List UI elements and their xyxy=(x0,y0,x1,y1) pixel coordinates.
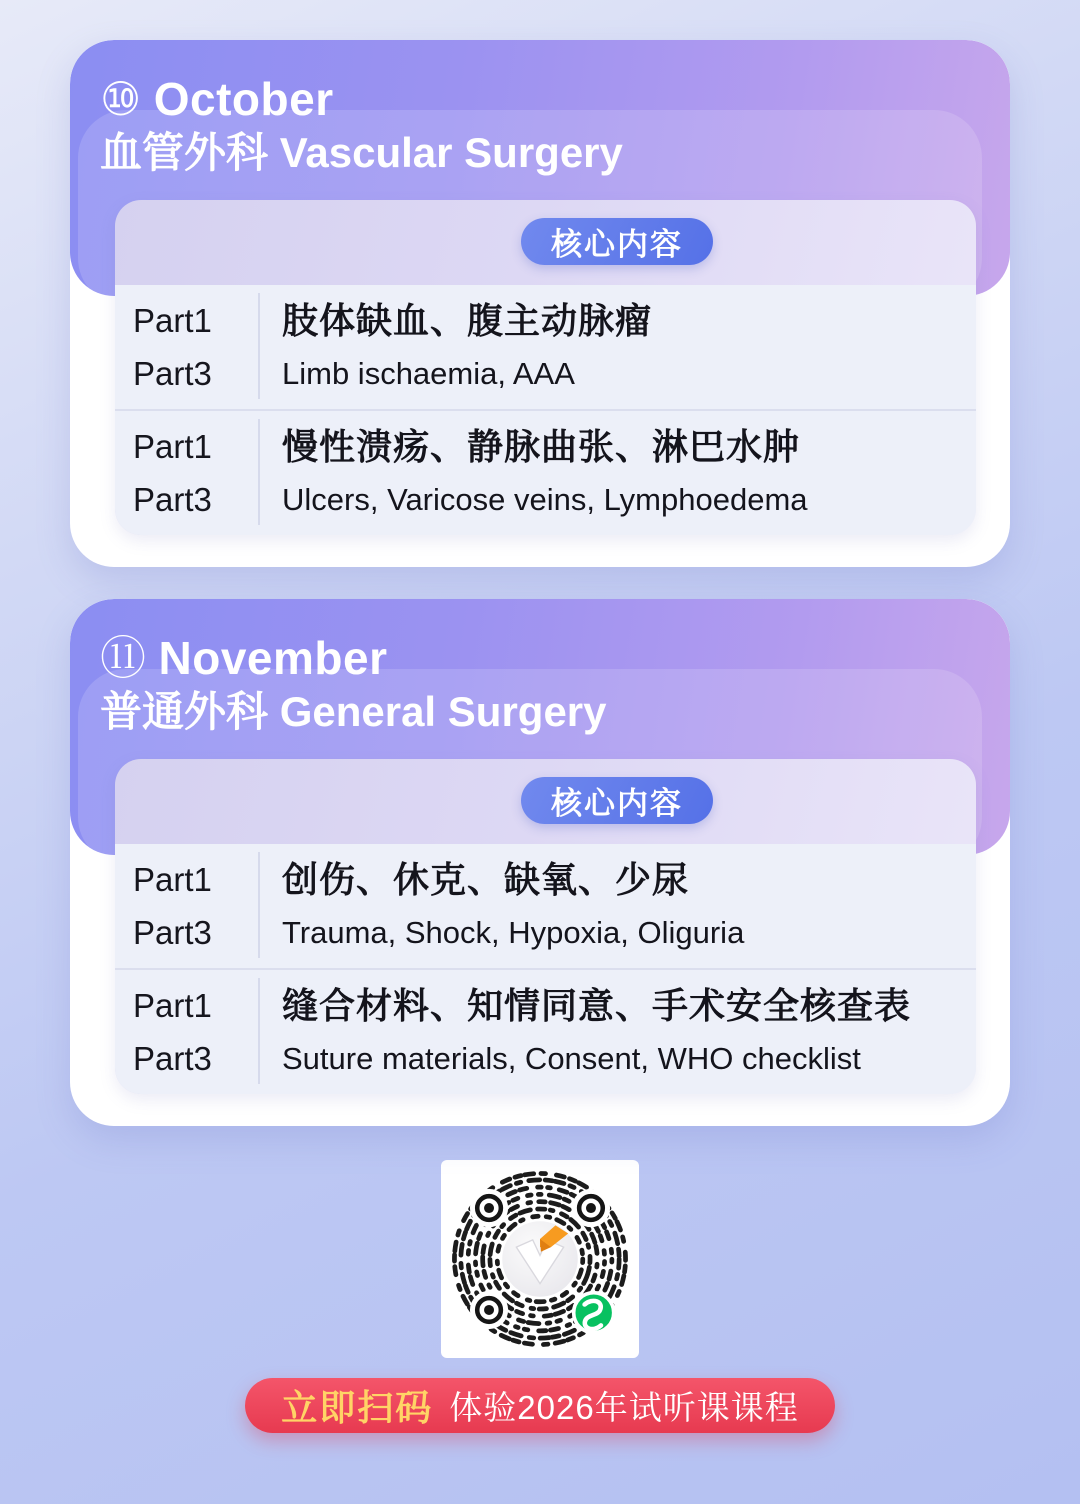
topic-en: Ulcers, Varicose veins, Lymphoedema xyxy=(282,482,808,517)
table-row xyxy=(115,844,976,968)
subject-en: General Surgery xyxy=(279,688,607,735)
part-label: Part1 xyxy=(133,861,212,898)
subject-title xyxy=(100,128,1010,178)
part-label-cell xyxy=(115,978,258,1084)
part-label: Part1 xyxy=(133,428,212,465)
topic-en: Suture materials, Consent, WHO checklist xyxy=(282,1041,861,1076)
part-label-cell xyxy=(115,419,258,525)
topic-cell xyxy=(258,293,976,399)
course-poster-page xyxy=(0,40,1080,1504)
scan-cta-banner xyxy=(245,1378,834,1433)
core-content-badge: 核心内容 xyxy=(521,777,713,824)
core-content-badge: 核心内容 xyxy=(521,218,713,265)
circled-10-icon: ⑩ xyxy=(100,73,142,125)
topic-cn: 慢性溃疡、静脉曲张、淋巴水肿 xyxy=(282,426,801,467)
subject-cn: 血管外科 xyxy=(100,129,269,176)
topic-cn: 缝合材料、知情同意、手术安全核查表 xyxy=(282,985,912,1026)
subject-en: Vascular Surgery xyxy=(279,129,623,176)
month-title xyxy=(70,599,1010,737)
month-title xyxy=(70,40,1010,178)
topic-cn: 创伤、休克、缺氧、少尿 xyxy=(282,859,690,900)
part-label: Part3 xyxy=(133,481,212,518)
part-label-cell xyxy=(115,293,258,399)
month-name xyxy=(100,74,1010,124)
month-name xyxy=(100,633,1010,683)
content-card xyxy=(115,200,976,535)
topic-cn: 肢体缺血、腹主动脉瘤 xyxy=(282,300,653,341)
subject-cn: 普通外科 xyxy=(100,688,269,735)
qr-code[interactable] xyxy=(441,1160,639,1358)
table-row xyxy=(115,968,976,1094)
part-label: Part1 xyxy=(133,987,212,1024)
topic-cell xyxy=(258,419,976,525)
topic-cell xyxy=(258,852,976,958)
content-card xyxy=(115,759,976,1094)
part-label: Part3 xyxy=(133,355,212,392)
part-label-cell xyxy=(115,852,258,958)
topic-cell xyxy=(258,978,976,1084)
table-row xyxy=(115,285,976,409)
cta-highlight: 立即扫码 xyxy=(281,1387,434,1428)
month-name-text: October xyxy=(153,73,334,125)
part-label: Part3 xyxy=(133,1040,212,1077)
part-label: Part1 xyxy=(133,302,212,339)
cta-text: 体验2026年试听课课程 xyxy=(449,1389,799,1426)
topic-en: Limb ischaemia, AAA xyxy=(282,356,575,391)
circled-11-icon: ⑪ xyxy=(100,632,147,684)
month-card-october xyxy=(70,40,1010,567)
topics-table xyxy=(115,844,976,1094)
table-row xyxy=(115,409,976,535)
subject-title xyxy=(100,687,1010,737)
topics-table xyxy=(115,285,976,535)
part-label: Part3 xyxy=(133,914,212,951)
month-name-text: November xyxy=(158,632,388,684)
topic-en: Trauma, Shock, Hypoxia, Oliguria xyxy=(282,915,745,950)
wechat-miniprogram-icon xyxy=(574,1293,614,1333)
badge-row xyxy=(115,759,976,844)
badge-row xyxy=(115,200,976,285)
wechat-sunflower-qr-icon xyxy=(449,1168,631,1350)
month-card-november xyxy=(70,599,1010,1126)
